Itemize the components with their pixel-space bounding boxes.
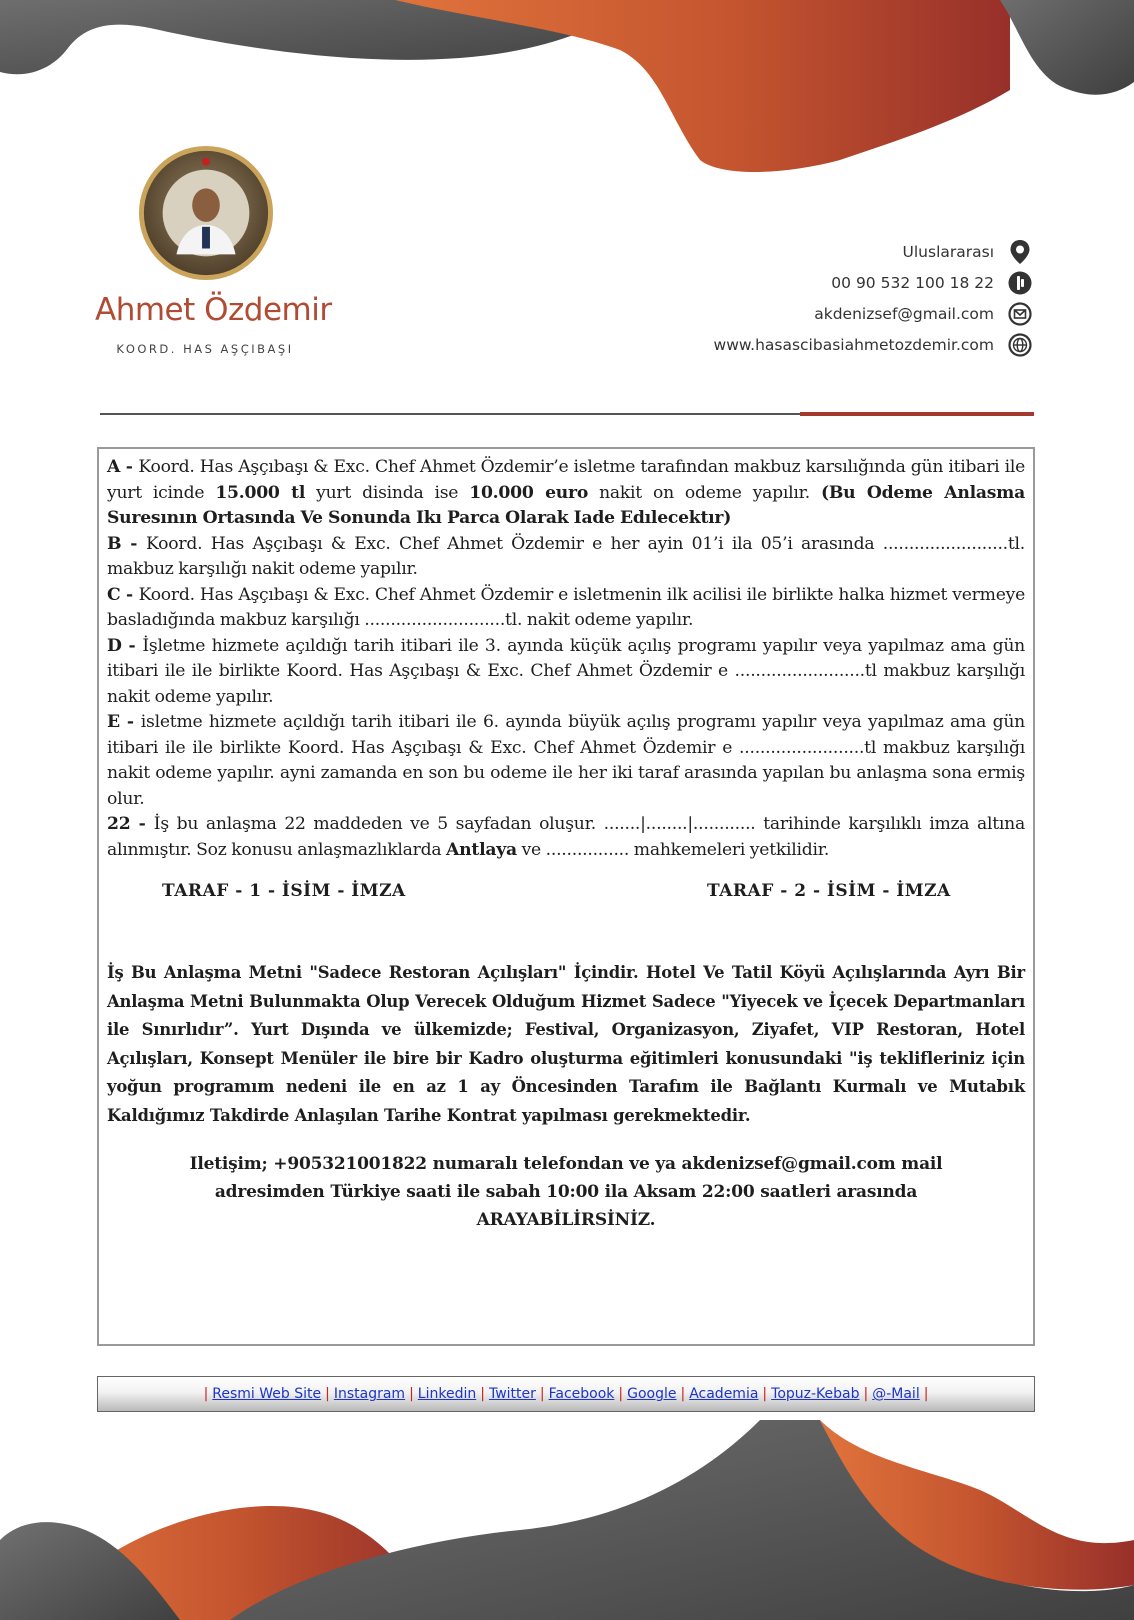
website-text[interactable]: www.hasascibasiahmetozdemir.com bbox=[713, 335, 994, 354]
clause-e: E - isletme hizmete açıldığı tarih itibari ile 6. ayında büyük açılış programı yapılır veya yapılmaz ama gün itibari ile ile birlikte Koord. Has Aşçıbaşı & Exc. Chef Ahmet Özdemir e ........................tl makbuz karşılığı nakit odeme yapılır. ayni zamanda en son bu odeme ile her iki taraf arasında yapılan bu anlaşma sona ermiş olur. bbox=[107, 712, 1025, 809]
brand-name: Ahmet Özdemir bbox=[95, 292, 332, 328]
clause-c: C - Koord. Has Aşçıbaşı & Exc. Chef Ahmet Özdemir e isletmenin ilk acilisi ile birlikte halka hizmet vermeye basladığında makbuz karşılığı ...........................tl. nakit odeme yapılır. bbox=[107, 584, 1025, 630]
link-google[interactable]: Google bbox=[627, 1386, 677, 1402]
clause-b: B - Koord. Has Aşçıbaşı & Exc. Chef Ahmet Özdemir e her ayin 01’i ila 05’i arasında ........................tl. makbuz karşılığı nakit odeme yapılır. bbox=[107, 533, 1025, 579]
contact-location bbox=[612, 236, 1032, 267]
footer-ribbon-decoration bbox=[0, 1420, 1134, 1620]
signature-row bbox=[107, 881, 1025, 907]
footer-link-bar: | Resmi Web Site | Instagram | Linkedin | Twitter | Facebook | Google | Academia | Topuz-Kebab | @-Mail | bbox=[97, 1376, 1035, 1412]
link-topuz-kebab[interactable]: Topuz-Kebab bbox=[771, 1386, 860, 1402]
phone-icon bbox=[1008, 271, 1032, 295]
phone-text[interactable]: 00 90 532 100 18 22 bbox=[831, 273, 994, 292]
contact-notice bbox=[107, 1150, 1025, 1234]
chef-seal-icon bbox=[137, 144, 275, 282]
contact-website bbox=[612, 329, 1032, 360]
link-instagram[interactable]: Instagram bbox=[333, 1386, 406, 1402]
location-text: Uluslararası bbox=[902, 242, 994, 261]
email-text[interactable]: akdenizsef@gmail.com bbox=[814, 304, 994, 323]
contact-phone bbox=[612, 267, 1032, 298]
clause-d: D - İşletme hizmete açıldığı tarih itibari ile 3. ayında küçük açılış programı yapılır veya yapılmaz ama gün itibari ile ile birlikte Koord. Has Aşçıbaşı & Exc. Chef Ahmet Özdemir e .........................tl makbuz karşılığı nakit odeme yapılır. bbox=[107, 635, 1026, 707]
restaurant-notice: İş Bu Anlaşma Metni "Sadece Restoran Açılışları" İçindir. Hotel Ve Tatil Köyü Açılışlarında Ayrı Bir Anlaşma Metni Bulunmakta Olup Verecek Olduğum Hizmet Sadece "Yiyecek ve İçecek Departmanları ile Sınırlıdır”. Yurt Dışında ve ülkemizde; Festival, Organizasyon, Ziyafet, VIP Restoran, Hotel Açılışları, Konsept Menüler ile bire bir Kadro oluşturma eğitimleri konusundaki "iş teklifleriniz için yoğun programım nedeni ile en az 1 ay Öncesinden Tarafım ile Bağlantı Kurmalı ve Mutabık Kaldığımız Takdirde Anlaşılan Tarihe Kontrat yapılması gerekmektedir. bbox=[107, 963, 1025, 1125]
location-pin-icon bbox=[1008, 240, 1032, 264]
agreement-content bbox=[97, 447, 1035, 1346]
clause-a: A - Koord. Has Aşçıbaşı & Exc. Chef Ahmet Özdemir’e isletme tarafından makbuz karsılığında gün itibari ile yurt icinde 15.000 tl yurt disinda ise 10.000 euro nakit on odeme yapılır. (Bu Odeme Anlasma Suresının Ortasında Ve Sonunda Ikı Parca Olarak Iade Edılecektır) bbox=[107, 457, 1026, 528]
header-divider bbox=[100, 412, 1034, 416]
clause-22: 22 - İş bu anlaşma 22 maddeden ve 5 sayfadan oluşur. .......|........|............ tarihinde karşılıklı imza altına alınmıştır. Soz konusu anlaşmazlıklarda Antlaya ve ................ mahkemeleri yetkilidir. bbox=[107, 814, 1025, 860]
link-facebook[interactable]: Facebook bbox=[548, 1386, 615, 1402]
brand-subtitle: KOORD. HAS AŞÇIBAŞI bbox=[116, 342, 294, 356]
link-twitter[interactable]: Twitter bbox=[488, 1386, 536, 1402]
link-email[interactable]: @-Mail bbox=[872, 1386, 920, 1402]
contact-info bbox=[612, 236, 1032, 360]
party-2-signature: TARAF - 2 - İSİM - İMZA bbox=[707, 881, 951, 901]
globe-icon bbox=[1008, 333, 1032, 357]
mail-icon bbox=[1008, 302, 1032, 326]
link-resmi-web-site[interactable]: Resmi Web Site bbox=[212, 1386, 322, 1402]
link-academia[interactable]: Academia bbox=[689, 1386, 759, 1402]
contact-email bbox=[612, 298, 1032, 329]
contact-notice-line-3: ARAYABİLİRSİNİZ. bbox=[476, 1210, 656, 1230]
contact-notice-line-2: adresimden Türkiye saati ile sabah 10:00 ila Aksam 22:00 saatleri arasında bbox=[214, 1182, 918, 1202]
link-linkedin[interactable]: Linkedin bbox=[417, 1386, 477, 1402]
contact-notice-line-1: Iletişim; +905321001822 numaralı telefondan ve ya akdenizsef@gmail.com mail bbox=[189, 1154, 943, 1174]
party-1-signature: TARAF - 1 - İSİM - İMZA bbox=[162, 881, 406, 901]
